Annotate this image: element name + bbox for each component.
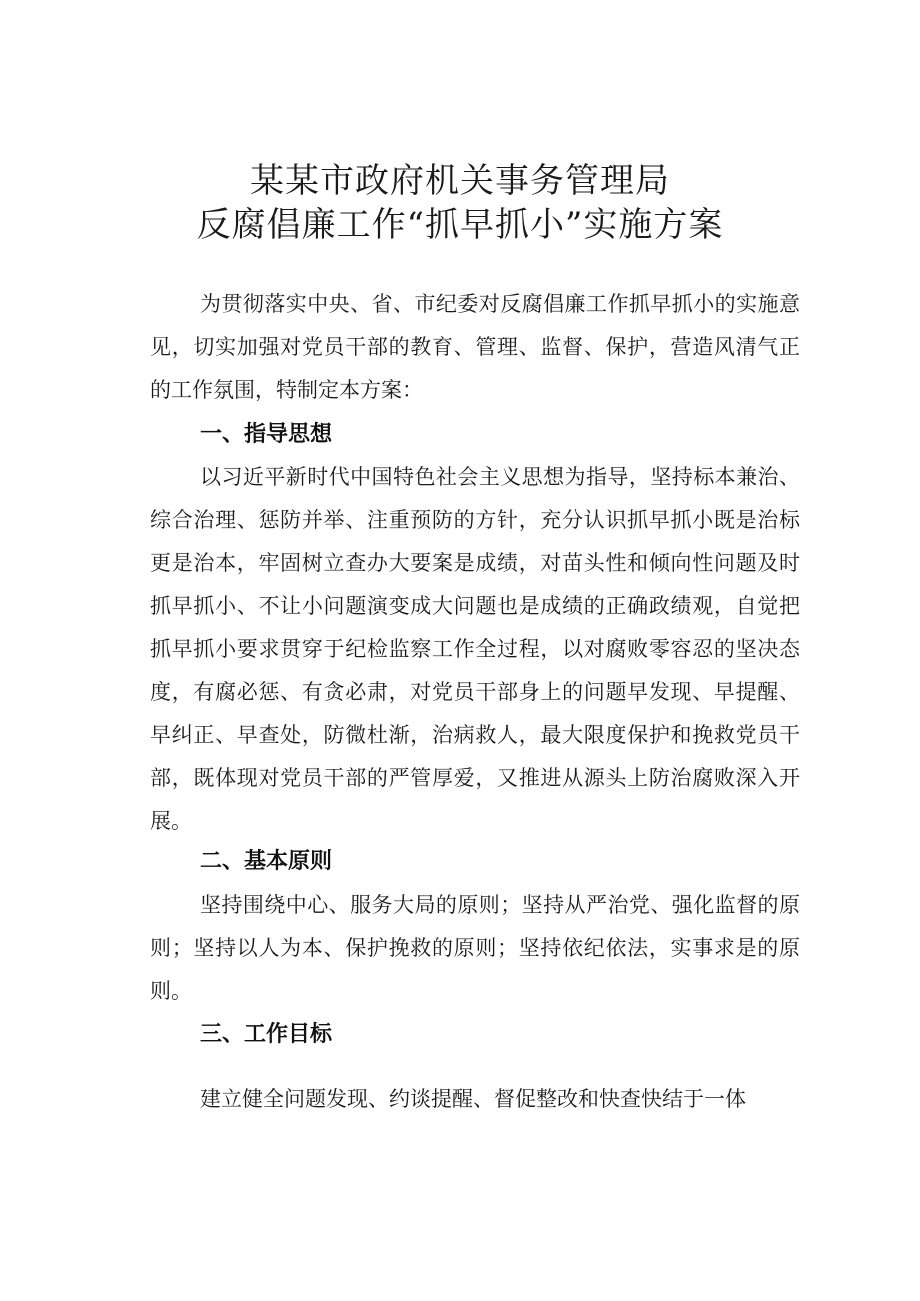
section-heading-basic-principles: 二、基本原则 bbox=[200, 849, 333, 874]
intro-paragraph: 为贯彻落实中央、省、市纪委对反腐倡廉工作抓早抓小的实施意见，切实加强对党员干部的教育、管理、监督、保护，营造风清气正的工作氛围，特制定本方案： bbox=[150, 292, 800, 402]
document-title-line2: 反腐倡廉工作“抓早抓小”实施方案 bbox=[196, 205, 724, 245]
section-body-guiding-ideology: 以习近平新时代中国特色社会主义思想为指导，坚持标本兼治、综合治理、惩防并举、注重预防的方针，充分认识抓早抓小既是治标更是治本，牢固树立查办大要案是成绩，对苗头性和倾向性问题及时抓早抓小、不让小问题演变成大问题也是成绩的正确政绩观，自觉把抓早抓小要求贯穿于纪检监察工作全过程，以对腐败零容忍的坚决态度，有腐必惩、有贪必肃，对党员干部身上的问题早发现、早提醒、早纠正、早查处，防微杜渐，治病救人，最大限度保护和挽救党员干部，既体现对党员干部的严管厚爱，又推进从源头上防治腐败深入开展。 bbox=[150, 465, 800, 833]
section-body-work-goals: 建立健全问题发现、约谈提醒、督促整改和快查快结于一体 bbox=[200, 1087, 746, 1111]
section-heading-work-goals: 三、工作目标 bbox=[200, 1022, 333, 1047]
section-heading-guiding-ideology: 一、指导思想 bbox=[200, 422, 333, 447]
document-title-line1: 某某市政府机关事务管理局 bbox=[250, 161, 670, 201]
section-body-basic-principles: 坚持围绕中心、服务大局的原则；坚持从严治党、强化监督的原则；坚持以人为本、保护挽救的原则；坚持依纪依法，实事求是的原则。 bbox=[150, 893, 800, 1003]
